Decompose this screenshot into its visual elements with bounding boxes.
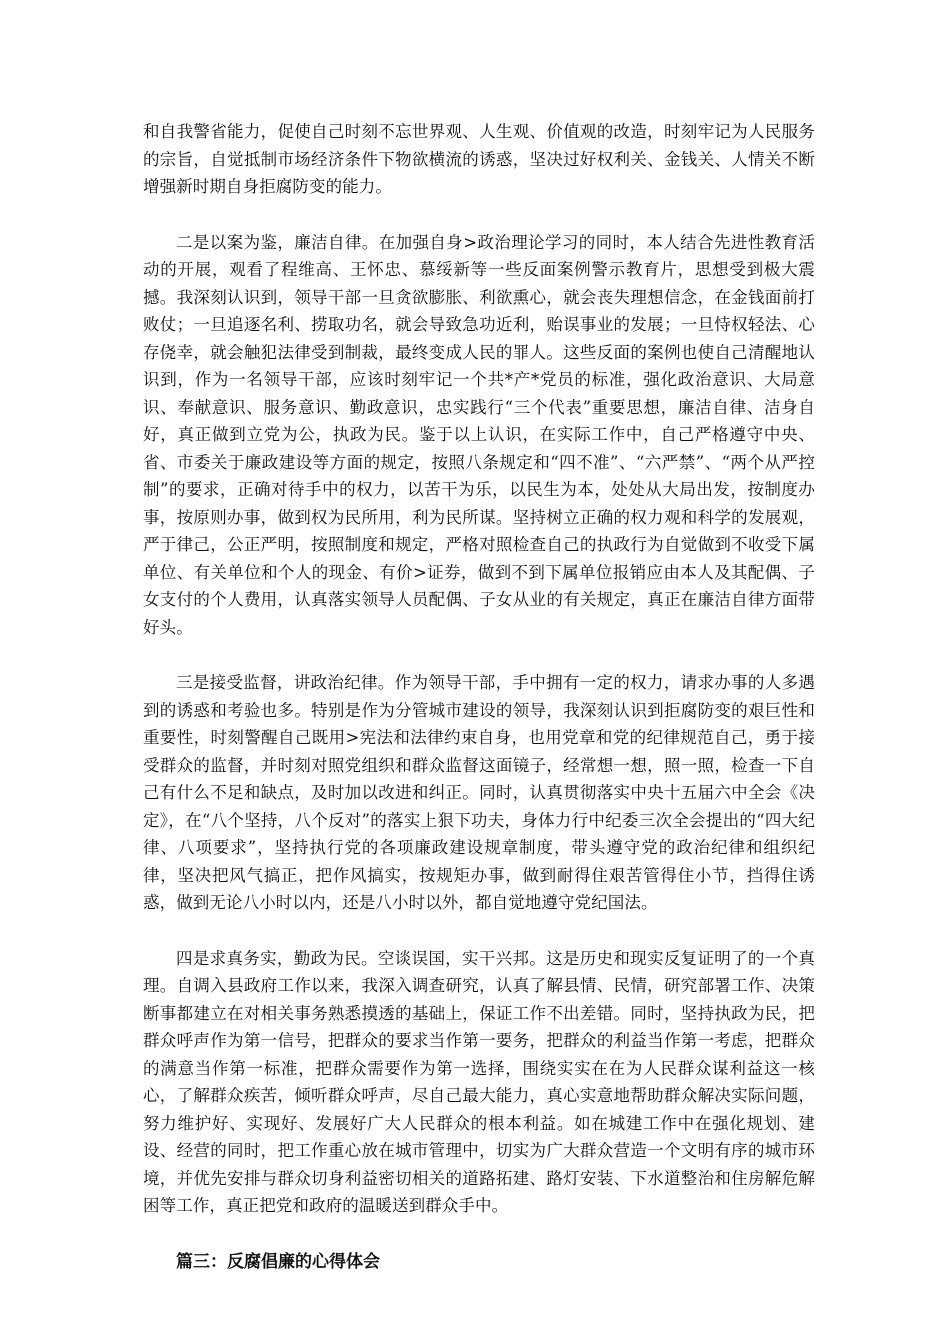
paragraph-gap bbox=[143, 641, 815, 669]
paragraph-continuation: 和自我警省能力，促使自己时刻不忘世界观、人生观、价值观的改造，时刻牢记为人民服务的宗旨，自觉抵制市场经济条件下物欲横流的诱惑，坚决过好权利关、金钱关、人情关不断增强新时期自身拒腐防变的能力。 bbox=[143, 122, 815, 196]
paragraph-point-three: 三是接受监督，讲政治纪律。作为领导干部，手中拥有一定的权力，请求办事的人多遇到的诱惑和考验也多。特别是作为分管城市建设的领导，我深刻认识到拒腐防变的艰巨性和重要性，时刻警醒自己既用>宪法和法律约束自身，也用党章和党的纪律规范自己，勇于接受群众的监督，并时刻对照党组织和群众监督这面镜子，经常想一想，照一照，检查一下自己有什么不足和缺点，及时加以改进和纠正。同时，认真贯彻落实中央十五届六中全会《决定》，在“八个坚持，八个反对”的落实上狠下功夫，身体力行中纪委三次全会提出的“四大纪律、八项要求”，坚持执行党的各项廉政建设规章制度，带头遵守党的政治纪律和组织纪律，坚决把风气搞正，把作风搞实，按规矩办事，做到耐得住艰苦管得住小节，挡得住诱惑，做到无论八小时以内，还是八小时以外，都自觉地遵守党纪国法。 bbox=[143, 673, 815, 912]
paragraph-gap bbox=[143, 201, 815, 229]
paragraph-point-two: 二是以案为鉴，廉洁自律。在加强自身>政治理论学习的同时，本人结合先进性教育活动的开展，观看了程维高、王怀忠、慕绥新等一些反面案例警示教育片，思想受到极大震撼。我深刻认识到，领导干部一旦贪欲膨胀、利欲熏心，就会丧失理想信念，在金钱面前打败仗；一旦追逐名利、捞取功名，就会导致急功近利，贻误事业的发展；一旦恃权轻法、心存侥幸，就会触犯法律受到制裁，最终变成人民的罪人。这些反面的案例也使自己清醒地认识到，作为一名领导干部，应该时刻牢记一个共*产*党员的标准，强化政治意识、大局意识、奉献意识、服务意识、勤政意识，忠实践行“三个代表”重要思想，廉洁自律、洁身自好，真正做到立党为公，执政为民。鉴于以上认识，在实际工作中，自己严格遵守中央、省、市委关于廉政建设等方面的规定，按照八条规定和“四不准”、“六严禁”、“两个从严控制”的要求，正确对待手中的权力，以苦干为乐，以民生为本，处处从大局出发，按制度办事，按原则办事，做到权为民所用，利为民所谋。坚持树立正确的权力观和科学的发展观，严于律己，公正严明，按照制度和规定，严格对照检查自己的执政行为自觉做到不收受下属单位、有关单位和个人的现金、有价>证券，做到不到下属单位报销应由本人及其配偶、子女支付的个人费用，认真落实领导人员配偶、子女从业的有关规定，真正在廉洁自律方面带好头。 bbox=[143, 232, 815, 637]
paragraph-gap bbox=[143, 917, 815, 945]
paragraph-gap bbox=[143, 1220, 815, 1248]
document-page bbox=[143, 118, 815, 1276]
section-heading: 篇三：反腐倡廉的心得体会 bbox=[176, 1251, 380, 1272]
paragraph-point-four: 四是求真务实，勤政为民。空谈误国，实干兴邦。这是历史和现实反复证明了的一个真理。自调入县政府工作以来，我深入调查研究，认真了解县情、民情，研究部署工作、决策断事都建立在对相关事务熟悉摸透的基础上，保证工作不出差错。同时，坚持执政为民，把群众呼声作为第一信号，把群众的要求当作第一要务，把群众的利益当作第一考虑，把群众的满意当作第一标准，把群众需要作为第一选择，围绕实实在在为人民群众谋利益这一核心，了解群众疾苦，倾听群众呼声，尽自己最大能力，真心实意地帮助群众解决实际问题，努力维护好、实现好、发展好广大人民群众的根本利益。如在城建工作中在强化规划、建设、经营的同时，把工作重心放在城市管理中，切实为广大群众营造一个文明有序的城市环境，并优先安排与群众切身利益密切相关的道路拓建、路灯安装、下水道整治和住房解危解困等工作，真正把党和政府的温暖送到群众手中。 bbox=[143, 948, 815, 1215]
